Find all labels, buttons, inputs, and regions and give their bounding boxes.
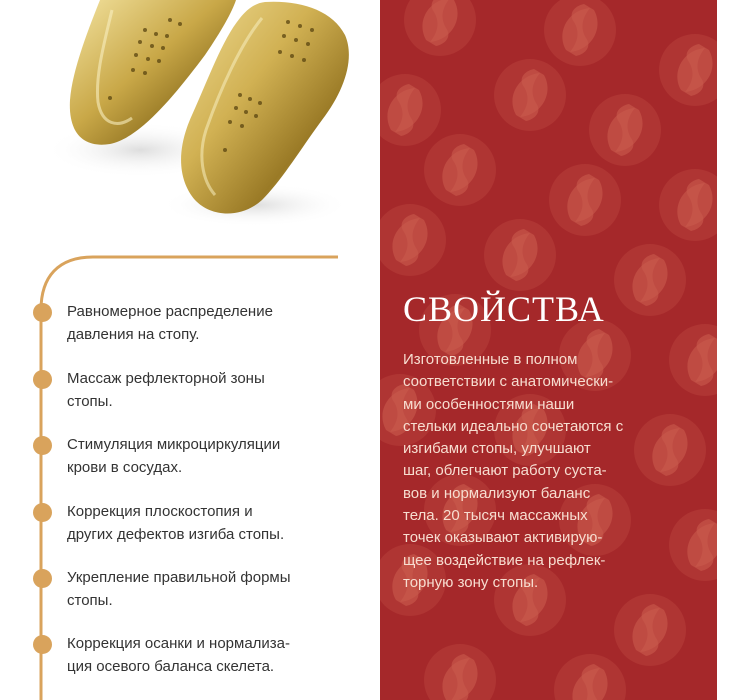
description-line: вов и нормализуют баланс bbox=[403, 484, 591, 502]
description-line: тела. 20 тысяч массажных bbox=[403, 507, 588, 525]
description-line: торную зону стопы. bbox=[403, 573, 539, 591]
bullet-dot bbox=[33, 503, 52, 522]
properties-title: СВОЙСТВА bbox=[403, 289, 605, 329]
bullet-dot bbox=[33, 370, 52, 389]
description-line: ми особенностями наши bbox=[403, 395, 575, 413]
description-line: стельки идеально сочетаются с bbox=[403, 417, 624, 435]
benefit-line: Укрепление правильной формы bbox=[67, 569, 291, 586]
benefit-line: Массаж рефлекторной зоны bbox=[67, 370, 265, 387]
properties-description bbox=[403, 349, 703, 594]
bullet-dot bbox=[33, 635, 52, 654]
bullet-dot bbox=[33, 303, 52, 322]
benefit-line: ция осевого баланса скелета. bbox=[67, 658, 275, 675]
description-line: изгибами стопы, улучшают bbox=[403, 440, 591, 458]
description-line: щее воздействие на рефлек- bbox=[403, 551, 606, 569]
benefit-line: Равномерное распределение bbox=[67, 303, 273, 320]
benefit-line: стопы. bbox=[67, 592, 113, 609]
bullet-dot bbox=[33, 569, 52, 588]
page-margin bbox=[717, 0, 747, 700]
properties-panel bbox=[380, 0, 717, 700]
benefit-line: Коррекция осанки и нормализа- bbox=[67, 635, 291, 652]
benefit-line: крови в сосудах. bbox=[67, 459, 183, 476]
benefit-line: других дефектов изгиба стопы. bbox=[67, 526, 285, 543]
bullet-dot bbox=[33, 436, 52, 455]
benefit-line: давления на стопу. bbox=[67, 326, 200, 343]
insoles-image bbox=[0, 0, 380, 235]
description-line: соответствии с анатомически- bbox=[403, 373, 614, 391]
benefit-line: Стимуляция микроциркуляции bbox=[67, 436, 281, 453]
benefit-line: стопы. bbox=[67, 393, 113, 410]
description-line: Изготовленные в полном bbox=[403, 351, 578, 368]
description-line: шаг, облегчают работу суста- bbox=[403, 462, 607, 480]
description-line: точек оказывают активирую- bbox=[403, 529, 603, 547]
benefit-line: Коррекция плоскостопия и bbox=[67, 503, 253, 520]
